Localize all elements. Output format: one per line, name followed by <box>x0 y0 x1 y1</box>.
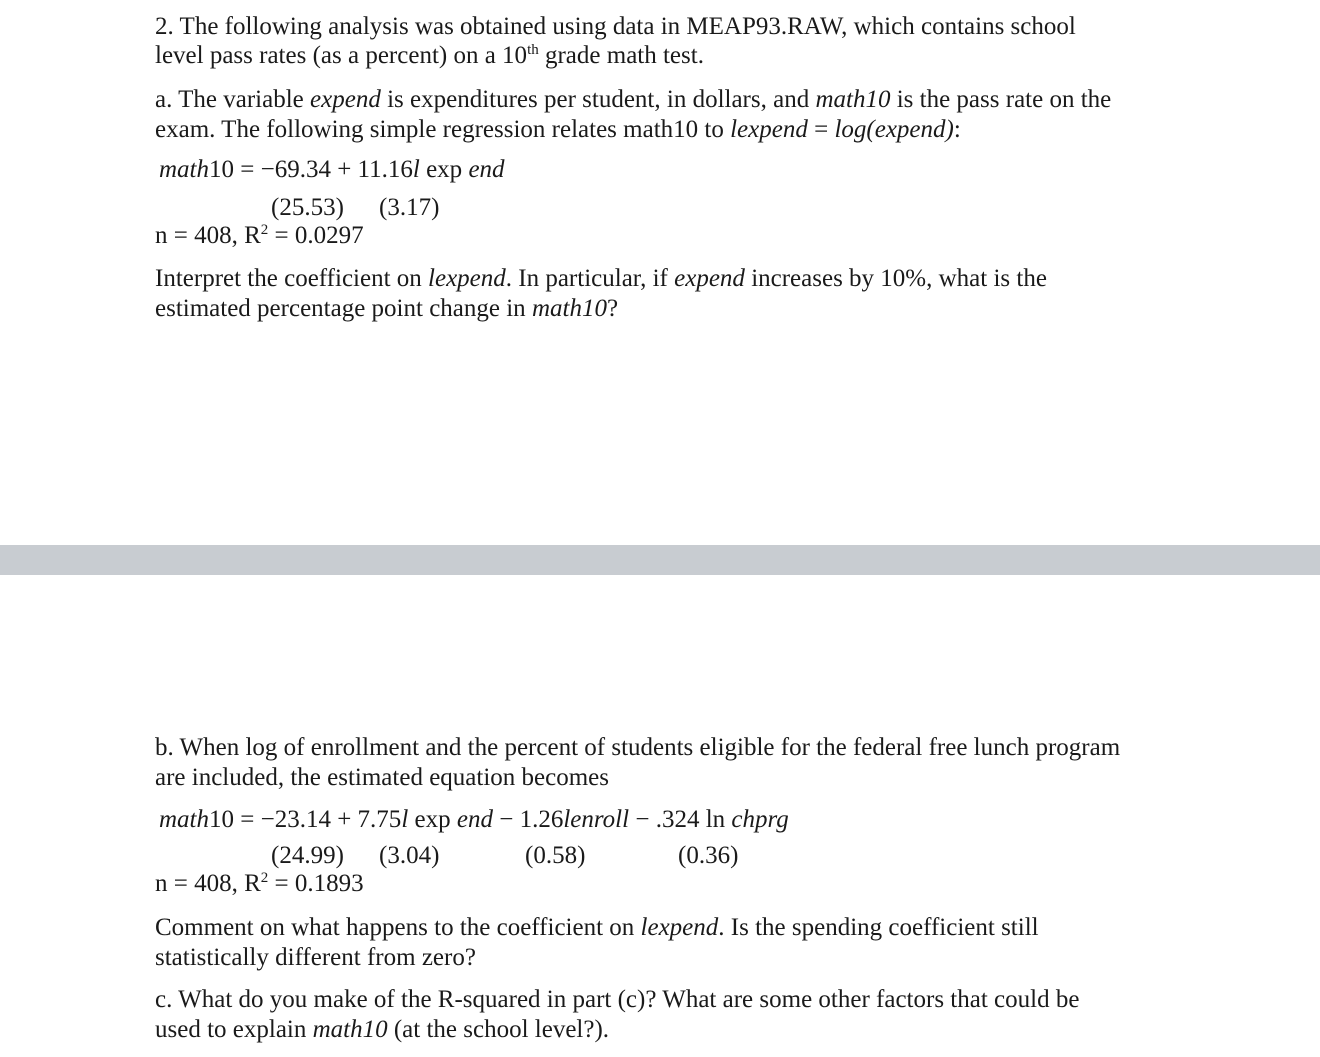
part-c-line-2 <box>155 1015 609 1045</box>
part-a-question-line-1 <box>155 264 1047 294</box>
part-a-q-2b: ? <box>606 295 619 322</box>
var-expend: expend <box>310 86 381 113</box>
var-math10: math10 <box>815 86 891 113</box>
std-error-b-2: (3.04) <box>379 842 440 869</box>
part-b-text-1: b. When log of enrollment and the percent of students eligible for the federal free lunch program <box>155 734 1121 761</box>
var-log-expend: log(expend) <box>834 116 954 143</box>
eq-b-lhs: math <box>159 806 209 833</box>
eq-b-m2: − .324 ln <box>629 806 732 833</box>
var-expend-2: expend <box>674 265 745 292</box>
part-b-line-1 <box>155 733 1120 763</box>
eq-b-m1: − 1.26 <box>492 806 564 833</box>
eq-a-end: end <box>462 156 505 183</box>
part-a-q-2a: estimated percentage point change in <box>155 295 532 322</box>
equation-b <box>159 805 789 835</box>
part-b-q-2: statistically different from zero? <box>155 944 476 971</box>
var-lexpend: lexpend <box>730 116 808 143</box>
part-a-text-2c: : <box>953 116 961 143</box>
part-b-question-line-2 <box>155 943 476 973</box>
question-intro-line-2 <box>155 41 704 71</box>
stats-b <box>155 869 364 899</box>
var-math10-3: math10 <box>312 1016 388 1043</box>
part-a-q-1b: . In particular, if <box>505 265 675 292</box>
std-error-a-2: (3.17) <box>379 194 440 221</box>
part-a-text-2b: = <box>807 116 835 143</box>
part-b-q-1b: . Is the spending coefficient still <box>718 914 1039 941</box>
part-a-question-line-2 <box>155 294 618 324</box>
stats-a-text: n = 408, R <box>155 222 261 249</box>
part-b-text-2: are included, the estimated equation becomes <box>155 764 609 791</box>
intro-text-2a: level pass rates (as a percent) on a 10 <box>155 42 528 69</box>
page-separator <box>0 545 1320 575</box>
intro-text-1: 2. The following analysis was obtained using data in MEAP93.RAW, which contains school <box>155 13 1076 40</box>
part-c-text-2a: used to explain <box>155 1016 313 1043</box>
stats-a-value: = 0.0297 <box>268 222 364 249</box>
var-chprg: chprg <box>731 806 789 833</box>
stats-b-value: = 0.1893 <box>268 870 364 897</box>
part-c-text-2b: (at the school level?). <box>387 1016 610 1043</box>
part-b-q-1a: Comment on what happens to the coefficient on <box>155 914 641 941</box>
eq-b-end: end <box>450 806 493 833</box>
document-page-bottom <box>0 575 1320 1057</box>
std-error-b-4: (0.36) <box>678 842 739 869</box>
equation-a <box>159 155 505 185</box>
eq-b-l: l <box>401 806 409 833</box>
part-a-text-1b: is expenditures per student, in dollars, and <box>380 86 816 113</box>
var-lexpend-2: lexpend <box>428 265 506 292</box>
eq-a-lhs-num: 10 <box>209 156 234 183</box>
part-a-q-1a: Interpret the coefficient on <box>155 265 429 292</box>
part-a-q-1c: increases by 10%, what is the <box>744 265 1047 292</box>
std-error-a-1: (25.53) <box>271 194 344 221</box>
part-a-text-2a: exam. The following simple regression relates math10 to <box>155 116 731 143</box>
std-error-b-1: (24.99) <box>271 842 344 869</box>
part-a-text-1c: is the pass rate on the <box>890 86 1112 113</box>
stats-a <box>155 221 364 251</box>
question-intro-line-1 <box>155 12 1076 42</box>
std-error-b-3: (0.58) <box>525 842 586 869</box>
eq-a-lhs: math <box>159 156 209 183</box>
part-a-line-2 <box>155 115 961 145</box>
part-c-line-1 <box>155 985 1079 1015</box>
part-b-line-2 <box>155 763 609 793</box>
var-lenroll: lenroll <box>563 806 630 833</box>
eq-b-rhs: = −23.14 + 7.75 <box>234 806 402 833</box>
var-math10-2: math10 <box>531 295 607 322</box>
intro-superscript: th <box>527 42 539 58</box>
part-a-text-1a: a. The variable <box>155 86 311 113</box>
eq-b-lhs-num: 10 <box>209 806 234 833</box>
stats-a-sup: 2 <box>260 222 269 238</box>
stats-b-sup: 2 <box>260 870 269 886</box>
part-c-text-1: c. What do you make of the R-squared in part (c)? What are some other factors that could be <box>155 986 1080 1013</box>
eq-a-rhs: = −69.34 + 11.16 <box>234 156 413 183</box>
part-a-line-1 <box>155 85 1111 115</box>
part-b-question-line-1 <box>155 913 1039 943</box>
eq-a-exp: exp <box>419 156 463 183</box>
eq-b-exp: exp <box>408 806 451 833</box>
eq-a-l: l <box>412 156 420 183</box>
var-lexpend-3: lexpend <box>640 914 719 941</box>
intro-text-2b: grade math test. <box>538 42 704 69</box>
stats-b-text: n = 408, R <box>155 870 261 897</box>
